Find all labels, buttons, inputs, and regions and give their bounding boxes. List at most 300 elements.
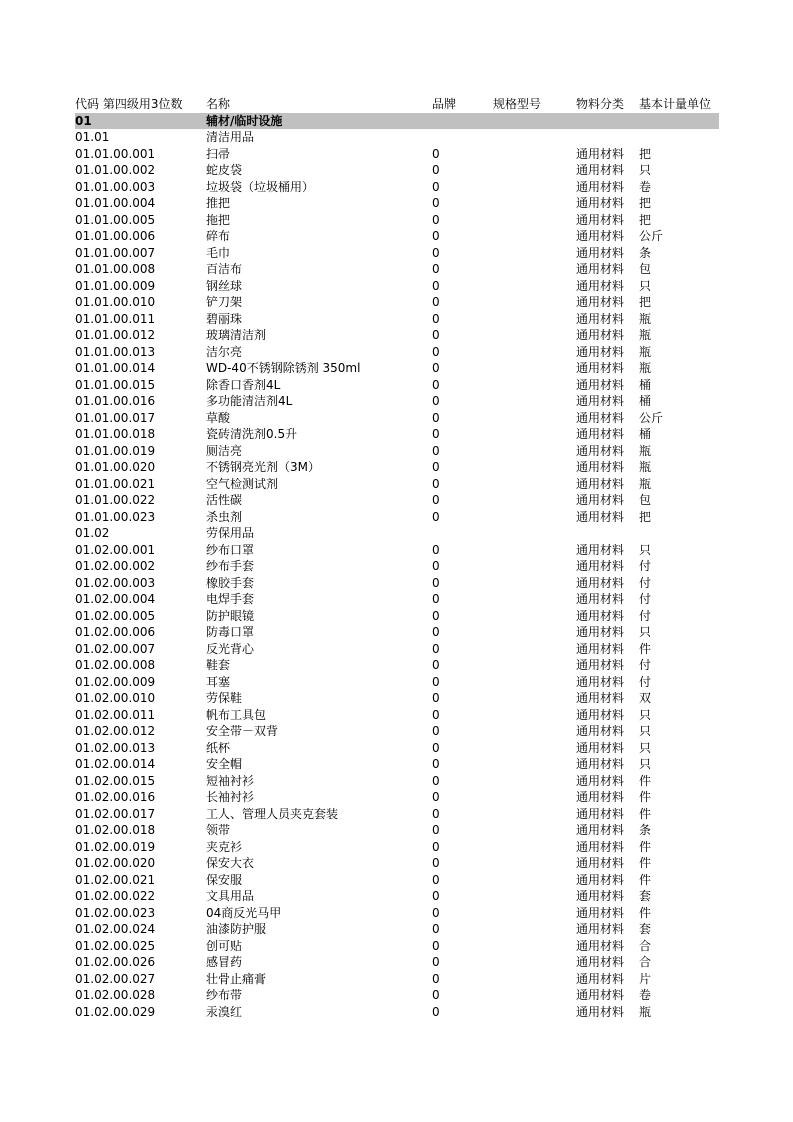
cell-brand: 0 [432, 443, 440, 458]
table-row [75, 162, 719, 179]
cell-name: 夹克衫 [206, 839, 243, 854]
cell-brand: 0 [432, 674, 440, 689]
cell-unit: 条 [639, 245, 652, 260]
cell-code: 01.02.00.013 [75, 740, 156, 755]
cell-unit: 把 [639, 196, 652, 210]
cell-category: 通用材料 [576, 707, 625, 722]
cell-name: 防护眼镜 [206, 608, 255, 623]
table-row [75, 938, 719, 955]
cell-category: 通用材料 [576, 476, 625, 491]
cell-unit: 瓶 [639, 311, 652, 326]
cell-category: 通用材料 [576, 592, 625, 606]
cell-unit: 付 [639, 608, 652, 623]
cell-code: 01.01.00.021 [75, 476, 156, 491]
cell-category: 通用材料 [576, 889, 625, 903]
cell-brand: 0 [432, 641, 440, 656]
cell-unit: 瓶 [639, 328, 652, 342]
cell-code: 01.02.00.010 [75, 691, 156, 705]
cell-category: 通用材料 [576, 163, 625, 177]
cell-category: 通用材料 [576, 575, 625, 590]
cell-brand: 0 [432, 476, 440, 491]
table-row [75, 410, 719, 427]
cell-name: 短袖衬衫 [206, 773, 255, 788]
cell-unit: 卷 [639, 988, 652, 1002]
cell-code: 01.01.00.009 [75, 278, 156, 293]
cell-code: 01.02.00.004 [75, 592, 156, 606]
cell-code: 01.01.00.012 [75, 328, 156, 342]
cell-category: 通用材料 [576, 839, 625, 854]
cell-code: 01.01.00.011 [75, 311, 156, 326]
header-code: 代码 第四级用3位数 [75, 97, 183, 111]
cell-brand: 0 [432, 410, 440, 425]
cell-unit: 件 [639, 806, 652, 821]
cell-unit: 把 [639, 146, 652, 161]
cell-category: 通用材料 [576, 691, 625, 705]
cell-name: 碎布 [206, 229, 231, 243]
cell-unit: 公斤 [639, 229, 664, 243]
cell-category: 通用材料 [576, 542, 625, 557]
table-row [75, 360, 719, 377]
cell-name: 多功能清洁剂4L [206, 394, 293, 408]
cell-category: 通用材料 [576, 427, 625, 441]
cell-code: 01.01 [75, 130, 110, 144]
cell-unit: 只 [639, 542, 652, 557]
table-row [75, 872, 719, 889]
cell-brand: 0 [432, 707, 440, 722]
cell-category: 通用材料 [576, 674, 625, 689]
table-row [75, 492, 719, 509]
cell-code: 01.02.00.006 [75, 625, 156, 639]
cell-brand: 0 [432, 724, 440, 738]
cell-category: 通用材料 [576, 245, 625, 260]
cell-code: 01.01.00.019 [75, 443, 156, 458]
cell-code: 01.02.00.020 [75, 856, 156, 870]
cell-name: 蛇皮袋 [206, 163, 243, 177]
cell-code: 01.01.00.001 [75, 146, 156, 161]
cell-brand: 0 [432, 971, 440, 986]
cell-code: 01.02.00.007 [75, 641, 156, 656]
table-row [75, 1004, 719, 1021]
cell-category: 通用材料 [576, 971, 625, 986]
cell-category: 通用材料 [576, 938, 625, 953]
cell-brand: 0 [432, 839, 440, 854]
cell-unit: 件 [639, 905, 652, 920]
cell-category: 通用材料 [576, 922, 625, 936]
cell-unit: 把 [639, 212, 652, 227]
cell-unit: 件 [639, 872, 652, 887]
cell-name: 感冒药 [206, 955, 243, 969]
cell-unit: 把 [639, 295, 652, 309]
cell-code: 01.02.00.017 [75, 806, 156, 821]
cell-code: 01.02.00.022 [75, 889, 156, 903]
cell-unit: 条 [639, 823, 652, 837]
cell-name: 毛巾 [206, 245, 231, 260]
table-row [75, 657, 719, 674]
table-row [75, 311, 719, 328]
table-row [75, 261, 719, 278]
cell-brand: 0 [432, 806, 440, 821]
table-row [75, 608, 719, 625]
table-row [75, 212, 719, 229]
cell-code: 01.02.00.025 [75, 938, 156, 953]
cell-brand: 0 [432, 757, 440, 771]
cell-unit: 瓶 [639, 460, 652, 474]
cell-category: 通用材料 [576, 757, 625, 771]
table-row [75, 575, 719, 592]
cell-category: 通用材料 [576, 790, 625, 804]
cell-name: 碧丽珠 [206, 311, 243, 326]
cell-unit: 把 [639, 509, 652, 524]
cell-code: 01.02.00.024 [75, 922, 156, 936]
cell-name: 防毒口罩 [206, 625, 255, 639]
cell-code: 01.02.00.018 [75, 823, 156, 837]
cell-unit: 只 [639, 724, 652, 738]
table-row [75, 393, 719, 410]
cell-category: 通用材料 [576, 295, 625, 309]
cell-name: 领带 [206, 823, 231, 837]
cell-unit: 件 [639, 773, 652, 788]
cell-unit: 付 [639, 559, 652, 573]
table-row [75, 591, 719, 608]
cell-code: 01.01.00.005 [75, 212, 156, 227]
cell-category: 通用材料 [576, 1004, 625, 1019]
cell-unit: 套 [639, 922, 652, 936]
cell-code: 01.01.00.008 [75, 262, 156, 276]
cell-brand: 0 [432, 856, 440, 870]
header-row [75, 96, 719, 113]
cell-code: 01.01.00.020 [75, 460, 156, 474]
cell-unit: 双 [639, 691, 652, 705]
cell-brand: 0 [432, 988, 440, 1002]
cell-name: 反光背心 [206, 641, 255, 656]
cell-name: 工人、管理人员夹克套装 [206, 806, 339, 821]
cell-brand: 0 [432, 212, 440, 227]
cell-category: 通用材料 [576, 328, 625, 342]
cell-brand: 0 [432, 328, 440, 342]
header-name: 名称 [206, 97, 231, 111]
cell-code: 01.01.00.010 [75, 295, 156, 309]
cell-unit: 套 [639, 889, 652, 903]
table-row [75, 756, 719, 773]
cell-name: 纱布带 [206, 988, 243, 1002]
cell-name: 04商反光马甲 [206, 905, 282, 920]
cell-category: 通用材料 [576, 344, 625, 359]
cell-category: 通用材料 [576, 311, 625, 326]
cell-brand: 0 [432, 427, 440, 441]
cell-brand: 0 [432, 146, 440, 161]
cell-name: 百洁布 [206, 262, 243, 276]
cell-brand: 0 [432, 773, 440, 788]
cell-category: 通用材料 [576, 625, 625, 639]
cell-brand: 0 [432, 658, 440, 672]
cell-unit: 付 [639, 575, 652, 590]
cell-name: 纱布手套 [206, 559, 255, 573]
cell-brand: 0 [432, 196, 440, 210]
material-code-sheet [75, 96, 719, 1020]
cell-brand: 0 [432, 278, 440, 293]
cell-name: 拖把 [206, 212, 231, 227]
table-row [75, 789, 719, 806]
cell-name: 杀虫剂 [206, 509, 243, 524]
cell-unit: 桶 [639, 377, 652, 392]
cell-name: 除香口香剂4L [206, 377, 281, 392]
cell-category: 通用材料 [576, 146, 625, 161]
table-row [75, 740, 719, 757]
cell-name: 安全带－双背 [206, 724, 279, 738]
cell-category: 通用材料 [576, 493, 625, 507]
cell-category: 通用材料 [576, 179, 625, 194]
cell-unit: 瓶 [639, 1004, 652, 1019]
table-row [75, 954, 719, 971]
table-row [75, 509, 719, 526]
table-row [75, 905, 719, 922]
cell-code: 01.02 [75, 526, 110, 540]
cell-code: 01.02.00.021 [75, 872, 156, 887]
cell-brand: 0 [432, 163, 440, 177]
cell-brand: 0 [432, 311, 440, 326]
cell-code: 01.02.00.023 [75, 905, 156, 920]
cell-category: 通用材料 [576, 460, 625, 474]
cell-brand: 0 [432, 625, 440, 639]
cell-code: 01.01.00.018 [75, 427, 156, 441]
cell-brand: 0 [432, 790, 440, 804]
header-brand: 品牌 [432, 97, 457, 111]
cell-brand: 0 [432, 344, 440, 359]
cell-category: 通用材料 [576, 806, 625, 821]
table-row [75, 228, 719, 245]
cell-unit: 只 [639, 163, 652, 177]
cell-brand: 0 [432, 905, 440, 920]
cell-category: 通用材料 [576, 773, 625, 788]
cell-code: 01.02.00.016 [75, 790, 156, 804]
cell-code: 01.02.00.027 [75, 971, 156, 986]
table-row [75, 525, 719, 542]
cell-unit: 合 [639, 955, 652, 969]
cell-code: 01.02.00.019 [75, 839, 156, 854]
cell-code: 01.02.00.028 [75, 988, 156, 1002]
cell-brand: 0 [432, 295, 440, 309]
table-row [75, 987, 719, 1004]
cell-unit: 片 [639, 971, 652, 986]
cell-brand: 0 [432, 179, 440, 194]
cell-unit: 付 [639, 592, 652, 606]
table-row [75, 459, 719, 476]
cell-brand: 0 [432, 1004, 440, 1019]
cell-brand: 0 [432, 509, 440, 524]
cell-code: 01.01.00.023 [75, 509, 156, 524]
cell-unit: 件 [639, 641, 652, 656]
table-row [75, 641, 719, 658]
table-row [75, 327, 719, 344]
cell-category: 通用材料 [576, 559, 625, 573]
table-row [75, 129, 719, 146]
table-row [75, 624, 719, 641]
cell-category: 通用材料 [576, 905, 625, 920]
cell-category: 通用材料 [576, 212, 625, 227]
cell-unit: 只 [639, 278, 652, 293]
cell-unit: 包 [639, 493, 652, 507]
table-body [75, 129, 719, 1020]
table-row [75, 426, 719, 443]
cell-category: 通用材料 [576, 955, 625, 969]
cell-name: 长袖衬衫 [206, 790, 255, 804]
cell-brand: 0 [432, 691, 440, 705]
cell-name: 扫帚 [206, 146, 231, 161]
cell-unit: 付 [639, 674, 652, 689]
table-row [75, 773, 719, 790]
cell-code: 01.01.00.014 [75, 361, 156, 375]
cell-name: 厕洁亮 [206, 443, 243, 458]
section-code: 01 [75, 113, 92, 128]
cell-name: 鞋套 [206, 658, 231, 672]
cell-code: 01.01.00.013 [75, 344, 156, 359]
cell-category: 通用材料 [576, 410, 625, 425]
cell-brand: 0 [432, 592, 440, 606]
cell-name: 文具用品 [206, 889, 255, 903]
cell-code: 01.02.00.002 [75, 559, 156, 573]
cell-name: 瓷砖清洗剂0.5升 [206, 427, 298, 441]
table-row [75, 707, 719, 724]
cell-category: 通用材料 [576, 361, 625, 375]
cell-name: 劳保用品 [206, 526, 255, 540]
header-unit: 基本计量单位 [639, 97, 712, 111]
cell-brand: 0 [432, 245, 440, 260]
cell-code: 01.01.00.017 [75, 410, 156, 425]
table-row [75, 245, 719, 262]
cell-name: 垃圾袋（垃圾桶用） [206, 179, 315, 194]
cell-unit: 只 [639, 740, 652, 755]
table-row [75, 674, 719, 691]
cell-brand: 0 [432, 229, 440, 243]
cell-name: WD-40不锈钢除锈剂 350ml [206, 361, 361, 375]
cell-name: 玻璃清洁剂 [206, 328, 267, 342]
table-row [75, 888, 719, 905]
cell-code: 01.01.00.006 [75, 229, 156, 243]
cell-name: 安全帽 [206, 757, 243, 771]
cell-code: 01.01.00.002 [75, 163, 156, 177]
cell-brand: 0 [432, 889, 440, 903]
cell-code: 01.02.00.029 [75, 1004, 156, 1019]
cell-category: 通用材料 [576, 608, 625, 623]
cell-category: 通用材料 [576, 872, 625, 887]
cell-unit: 瓶 [639, 361, 652, 375]
cell-category: 通用材料 [576, 278, 625, 293]
cell-category: 通用材料 [576, 856, 625, 870]
cell-code: 01.02.00.014 [75, 757, 156, 771]
cell-category: 通用材料 [576, 394, 625, 408]
cell-name: 汞溴红 [206, 1004, 243, 1019]
table-row [75, 476, 719, 493]
cell-brand: 0 [432, 608, 440, 623]
cell-code: 01.01.00.022 [75, 493, 156, 507]
header-category: 物料分类 [576, 97, 625, 111]
cell-brand: 0 [432, 460, 440, 474]
cell-code: 01.02.00.026 [75, 955, 156, 969]
cell-name: 纱布口罩 [206, 542, 255, 557]
table-row [75, 558, 719, 575]
cell-category: 通用材料 [576, 509, 625, 524]
table-row [75, 723, 719, 740]
table-row [75, 146, 719, 163]
cell-unit: 瓶 [639, 443, 652, 458]
cell-category: 通用材料 [576, 823, 625, 837]
table-row [75, 921, 719, 938]
cell-unit: 瓶 [639, 476, 652, 491]
table-row [75, 806, 719, 823]
cell-name: 保安大衣 [206, 856, 255, 870]
cell-name: 洁尔亮 [206, 344, 243, 359]
cell-code: 01.01.00.016 [75, 394, 156, 408]
table-row [75, 822, 719, 839]
cell-code: 01.01.00.015 [75, 377, 156, 392]
cell-brand: 0 [432, 575, 440, 590]
cell-category: 通用材料 [576, 377, 625, 392]
cell-brand: 0 [432, 955, 440, 969]
cell-name: 活性碳 [206, 493, 243, 507]
cell-name: 空气检测试剂 [206, 476, 279, 491]
header-spec: 规格型号 [493, 97, 542, 111]
cell-code: 01.02.00.005 [75, 608, 156, 623]
cell-code: 01.02.00.008 [75, 658, 156, 672]
section-name: 辅材/临时设施 [206, 113, 283, 128]
section-row [75, 113, 719, 130]
table-row [75, 195, 719, 212]
cell-unit: 付 [639, 658, 652, 672]
cell-code: 01.02.00.001 [75, 542, 156, 557]
cell-code: 01.02.00.011 [75, 707, 156, 722]
cell-category: 通用材料 [576, 724, 625, 738]
cell-brand: 0 [432, 262, 440, 276]
cell-category: 通用材料 [576, 641, 625, 656]
cell-unit: 只 [639, 707, 652, 722]
cell-name: 钢丝球 [206, 278, 243, 293]
cell-category: 通用材料 [576, 658, 625, 672]
cell-name: 劳保鞋 [206, 691, 243, 705]
cell-brand: 0 [432, 938, 440, 953]
cell-name: 保安服 [206, 872, 243, 887]
table-row [75, 179, 719, 196]
cell-category: 通用材料 [576, 740, 625, 755]
cell-name: 纸杯 [206, 740, 231, 755]
cell-code: 01.02.00.009 [75, 674, 156, 689]
cell-name: 推把 [206, 196, 231, 210]
cell-name: 创可贴 [206, 938, 243, 953]
cell-code: 01.01.00.004 [75, 196, 156, 210]
table-row [75, 690, 719, 707]
cell-unit: 合 [639, 938, 652, 953]
cell-category: 通用材料 [576, 229, 625, 243]
cell-brand: 0 [432, 559, 440, 573]
cell-category: 通用材料 [576, 262, 625, 276]
cell-category: 通用材料 [576, 196, 625, 210]
cell-unit: 件 [639, 839, 652, 854]
cell-name: 草酸 [206, 410, 231, 425]
cell-category: 通用材料 [576, 988, 625, 1002]
cell-code: 01.02.00.015 [75, 773, 156, 788]
cell-name: 油漆防护服 [206, 922, 267, 936]
cell-unit: 瓶 [639, 344, 652, 359]
cell-unit: 卷 [639, 179, 652, 194]
cell-unit: 只 [639, 625, 652, 639]
cell-unit: 件 [639, 790, 652, 804]
cell-name: 帆布工具包 [206, 707, 267, 722]
cell-name: 壮骨止痛膏 [206, 971, 267, 986]
cell-brand: 0 [432, 823, 440, 837]
cell-brand: 0 [432, 922, 440, 936]
cell-brand: 0 [432, 493, 440, 507]
table-row [75, 344, 719, 361]
cell-brand: 0 [432, 542, 440, 557]
